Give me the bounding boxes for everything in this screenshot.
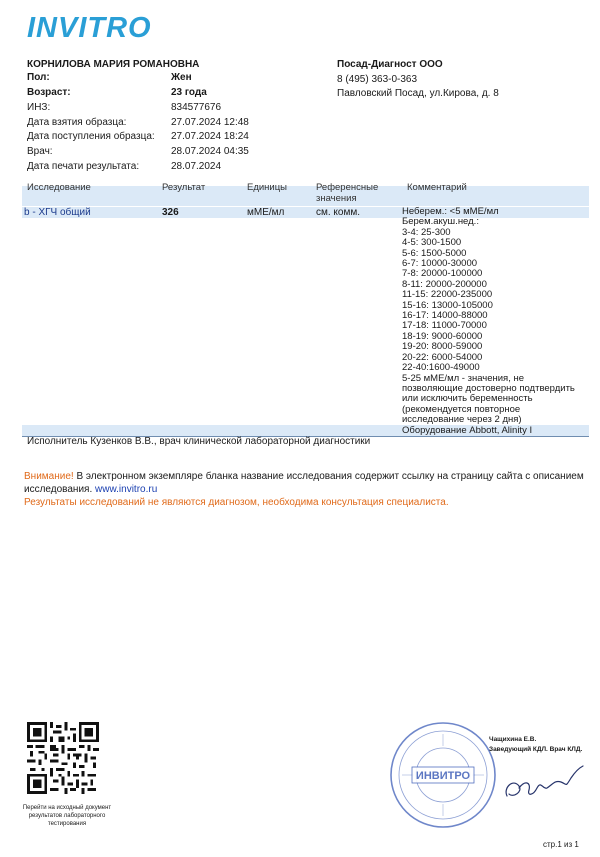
comment-line: 16-17: 14000-88000 [402,310,488,322]
test-units: мМЕ/мл [247,207,285,218]
org-address: Павловский Посад, ул.Кирова, д. 8 [337,88,499,99]
comment-line: позволяющие достоверно подтвердить [402,382,575,394]
test-name-link[interactable]: b - ХГЧ общий [24,207,91,218]
field-print-date-value: 28.07.2024 [171,161,222,172]
header-reference-line1: Референсные [316,182,379,193]
comment-line: 6-7: 10000-30000 [402,258,478,270]
field-print-date-label: Дата печати результата: [27,161,140,172]
comment-line: 3-4: 25-300 [402,226,451,238]
field-sex-label: Пол: [27,72,50,83]
comment-line: Оборудование Abbott, Alinity I [402,424,533,436]
test-comment [402,207,582,436]
signer-name: Чащихина Е.В. [489,736,537,743]
header-test: Исследование [27,182,91,193]
field-sample-received-value: 27.07.2024 18:24 [171,131,249,142]
comment-line: 17-18: 11000-70000 [402,320,487,332]
comment-line: 4-5: 300-1500 [402,237,462,249]
patient-name: КОРНИЛОВА МАРИЯ РОМАНОВНА [27,59,200,70]
field-age-label: Возраст: [27,87,71,98]
comment-line: 18-19: 9000-60000 [402,330,483,342]
field-age-value: 23 года [171,87,207,98]
comment-line: Неберем.: <5 мМЕ/мл [402,206,499,217]
stamp-text: ИНВИТРО [415,770,471,782]
comment-line: 22-40:1600-49000 [402,362,480,374]
notice-text: В электронном экземпляре бланка название исследования содержит ссылку на страницу сайта с описанием исследования. [24,471,584,495]
comment-line: исследование через 2 дня) [402,414,522,426]
header-result: Результат [162,182,206,193]
field-sample-taken-value: 27.07.2024 12:48 [171,117,249,128]
field-doctor-label: Врач: [27,146,53,157]
page-number: стр.1 из 1 [543,840,579,849]
comment-line: 5-25 мМЕ/мл - значения, не [402,372,525,384]
field-doctor-value: 28.07.2024 04:35 [171,146,249,157]
disclaimer: Результаты исследований не являются диагнозом, необходима консультация специалиста. [24,497,449,508]
comment-line: (рекомендуется повторное [402,403,521,415]
table-header-band [22,186,589,206]
invitro-logo: INVITRO [27,12,152,44]
comment-line: 20-22: 6000-54000 [402,351,483,363]
test-result: 326 [162,207,179,218]
executor: Исполнитель Кузенков В.В., врач клинической лабораторной диагностики [27,436,371,447]
org-name: Посад-Диагност ООО [337,59,443,70]
comment-line: 19-20: 8000-59000 [402,341,483,353]
field-sex-value: Жен [171,72,192,83]
field-inz-label: ИНЗ: [27,102,51,113]
invitro-link[interactable]: www.invitro.ru [95,484,158,495]
org-phone: 8 (495) 363-0-363 [337,74,418,85]
comment-line: 15-16: 13000-105000 [402,299,493,311]
notice-attention: Внимание! [24,471,74,482]
comment-line: Берем.акуш.нед.: [402,216,479,228]
signer-role: Заведующий КДЛ. Врач КЛД. [489,746,583,753]
organization-stamp-icon [388,720,498,830]
header-reference-line2: значения [316,193,357,204]
header-comment: Комментарий [407,182,467,193]
qr-code[interactable] [27,722,99,794]
field-inz-value: 834577676 [171,102,222,113]
field-sample-received-label: Дата поступления образца: [27,131,155,142]
comment-line: 5-6: 1500-5000 [402,247,467,259]
comment-line: или исключить беременность [402,393,533,405]
comment-line: 11-15: 22000-235000 [402,289,493,301]
comment-line: 8-11: 20000-200000 [402,278,487,290]
test-reference: см. комм. [316,207,361,218]
header-units: Единицы [247,182,288,193]
qr-caption: Перейти на исходный документ результатов лабораторного тестирования [22,805,112,827]
field-sample-taken-label: Дата взятия образца: [27,117,127,128]
signature-icon [495,758,585,808]
comment-line: 7-8: 20000-100000 [402,268,483,280]
notice [24,470,589,509]
